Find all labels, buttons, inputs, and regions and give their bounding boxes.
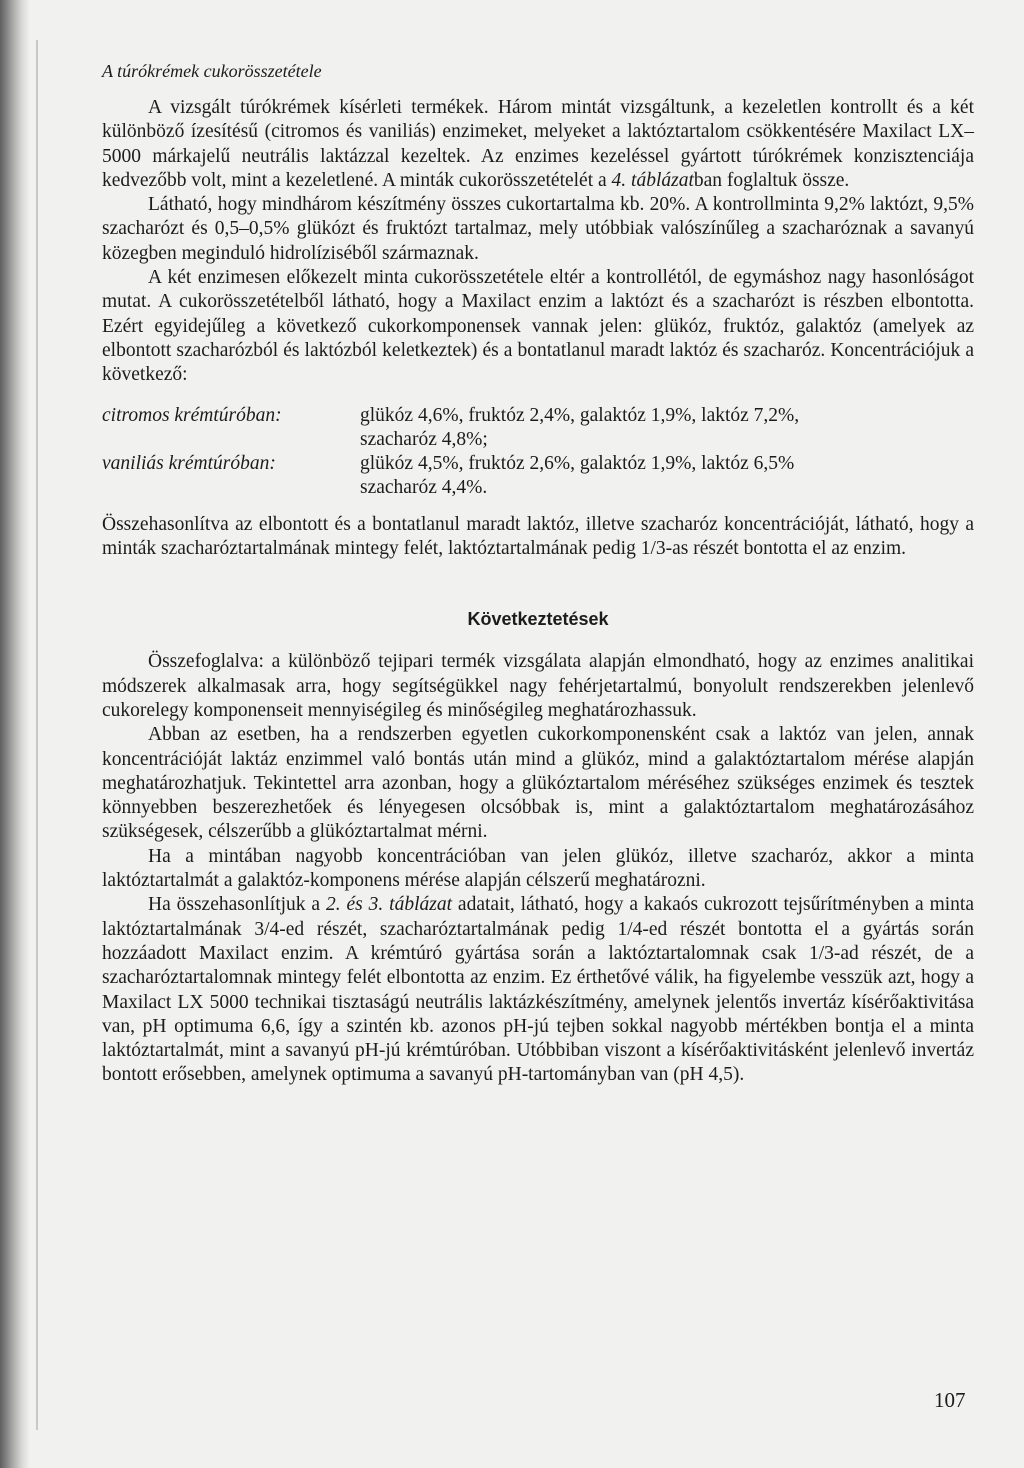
composition-label: citromos krémtúróban: [102,404,282,426]
page-content [102,60,974,1088]
conclusion-p4-rest: adatait, látható, hogy a kakaós cukrozott tejsűrítményben a minta laktóztartalmának 3/4-ed részét, szacharóztartalmának pedig 1/4-ed részét bontotta el a gyártás során hozzáadott Maxilact enzim. A krémtúró gyártása során a laktóztartalomnak csak 1/3-ad részét, de a szacharóztartalomnak mintegy felét elbontotta az enzim. Ez érthetővé válik, ha figyelembe vesszük azt, hogy a Maxilact LX 5000 technikai tisztaságú neutrális laktázkészítmény, amelynek jelentős invertáz kísérőaktivitása van, pH optimuma 6,6, így a szintén kb. azonos pH-jú tejben sokkal nagyobb mértékben bontja el a minta laktóztartalmát, mint a savanyú pH-jú krémtúróban. Utóbbiban viszont a kísérőaktivitásként jelenlevő invertáz bontott erősebben, amelynek optimuma a savanyú pH-tartományban van (pH 4,5). [102,894,974,1086]
intro-paragraph-3: A két enzimesen előkezelt minta cukorösszetétele eltér a kontrollétól, de egymáshoz nagy hasonlóságot mutat. A cukorösszetételből látható, hogy a Maxilact enzim a laktózt és a szacharózt is részben elbontotta. Ezért egyidejűleg a következő cukorkomponensek vannak jelen: glükóz, fruktóz, galaktóz (amelyek az elbontott szacharózból és laktózból keletkeztek) és a bontatlanul maradt laktóz és szacharóz. Koncentrációjuk a következő: [102,267,974,386]
conclusion-p4-text: Ha összehasonlítjuk a [148,894,326,916]
composition-values [360,452,974,501]
comparison-paragraph: Összehasonlítva az elbontott és a bontatlanul maradt laktóz, illetve szacharóz koncentrációját, látható, hogy a minták szacharóztartalmának mintegy felét, laktóztartalmának pedig 1/3-as részét bontotta el az enzim. [102,513,974,560]
conclusion-paragraph-2: Abban az esetben, ha a rendszerben egyetlen cukorkomponensként csak a laktóz van jelen, annak koncentrációját laktáz enzimmel való bontás után mind a glükóz, mind a galaktóztartalom mérése alapján meghatározhatjuk. Tekintettel arra azonban, hogy a glükóztartalom méréséhez szükséges enzimek és tesztek könnyebben beszerezhetőek és lényegesen olcsóbbak is, mint a galaktóztartalom meghatározásához szükségesek, célszerűbb a glükóztartalmat mérni. [102,724,974,843]
composition-row-citromos [102,404,974,453]
composition-line-2: szacharóz 4,8%; [360,428,488,450]
composition-line-1: glükóz 4,6%, fruktóz 2,4%, galaktóz 1,9%, laktóz 7,2%, [360,404,800,426]
composition-label: vaniliás krémtúróban: [102,453,276,475]
section-heading: Következtetések [467,609,609,630]
intro-p1-text: A vizsgált túrókrémek kísérleti termékek. Három mintát vizsgáltunk, a kezeletlen kontrollt és a két különböző ízesítésű (citromos és vaniliás) enzimeket, melyeket a laktóztartalom csökkentésére Maxilact LX–5000 márkajelű neutrális laktázzal kezeltek. Az enzimes kezeléssel gyártott túrókrémek konzisztenciája kedvezőbb volt, mint a kezeletlené. A minták cukorösszetételét a [102,97,974,191]
running-head: A túrókrémek cukorösszetétele [102,61,322,81]
intro-p1-end: ban foglaltuk össze. [693,169,850,191]
intro-paragraph-2: Látható, hogy mindhárom készítmény összes cukortartalma kb. 20%. A kontrollminta 9,2% laktózt, 9,5% szacharózt és 0,5–0,5% glükózt és fruktózt tartalmaz, mely utóbbiak valószínűleg a szacharóznak a savanyú közegben meginduló hidrolíziséből származnak. [102,194,974,264]
binding-shadow-line [36,40,38,1430]
conclusion-paragraph-4 [102,893,974,1087]
conclusion-paragraph-3: Ha a mintában nagyobb koncentrációban van jelen glükóz, illetve szacharóz, akkor a minta laktóztartalmát a galaktóz-komponens mérése alapján célszerű meghatározni. [102,845,974,892]
intro-paragraph-1 [102,96,974,193]
composition-line-2: szacharóz 4,4%. [360,477,488,499]
table-reference: 2. és 3. táblázat [325,894,453,916]
page-binding-edge [0,0,30,1468]
composition-values [360,404,974,453]
conclusion-paragraph-1: Összefoglalva: a különböző tejipari termék vizsgálata alapján elmondható, hogy az enzimes analitikai módszerek alkalmasak arra, hogy segítségükkel nagy fehérjetartalmú, bonyolult rendszerekben jelenlevő cukorelegy komponenseit mennyiségileg és minőségileg meghatározhassuk. [102,651,974,721]
composition-line-1: glükóz 4,5%, fruktóz 2,6%, galaktóz 1,9%, laktóz 6,5% [360,453,795,475]
table-reference: 4. táblázat [611,169,694,191]
composition-row-vanilias [102,452,974,501]
composition-list [102,404,974,501]
page-number: 107 [934,1388,966,1412]
